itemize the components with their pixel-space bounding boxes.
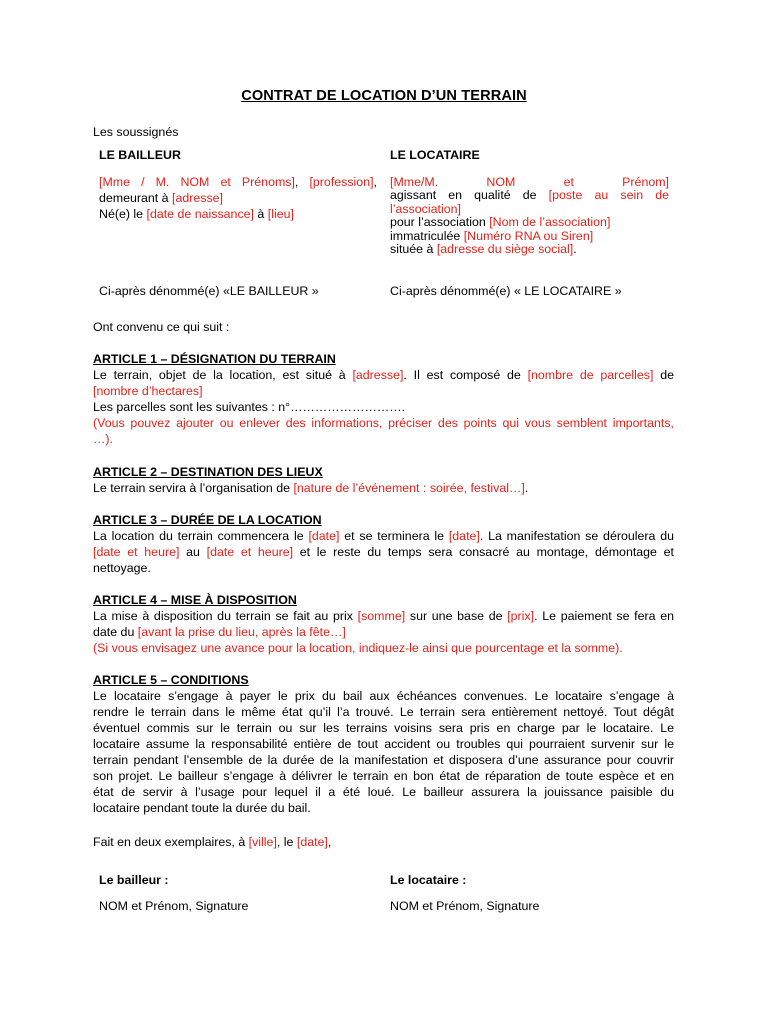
article-3-line-1: La location du terrain commencera le [date] et se terminera le [date]. La manifestation se déroulera du bbox=[93, 529, 674, 543]
bailleur-line-2: demeurant à [adresse] bbox=[99, 191, 223, 205]
locataire-signature-label: Le locataire : bbox=[390, 873, 467, 887]
locataire-line-3: l’association] bbox=[390, 201, 461, 216]
locataire-line-1: [Mme/M. NOM et Prénom] bbox=[390, 175, 669, 189]
article-1-line-4: (Vous pouvez ajouter ou enlever des informations, préciser des points qui vous semblent importants, bbox=[93, 416, 674, 430]
article-3-line-2: [date et heure] au [date et heure] et le reste du temps sera consacré au montage, démontage et bbox=[93, 545, 674, 559]
article-1-line-1: Le terrain, objet de la location, est situé à [adresse]. Il est composé de [nombre de parcelles] de bbox=[93, 368, 674, 382]
locataire-line-5: immatriculée [Numéro RNA ou Siren] bbox=[390, 228, 594, 243]
article-1-line-5: …). bbox=[93, 432, 113, 446]
article-1-line-2: [nombre d’hectares] bbox=[93, 384, 203, 398]
article-1-title: ARTICLE 1 – DÉSIGNATION DU TERRAIN bbox=[93, 352, 336, 366]
article-5-line: Le locataire s’engage à payer le prix du bail aux échéances convenues. Le locataire s’engage à bbox=[93, 689, 674, 703]
article-3-line-3: nettoyage. bbox=[93, 561, 151, 575]
bailleur-heading: LE BAILLEUR bbox=[99, 148, 181, 162]
article-5-line: locataire assume la responsabilité entière de tout accident ou troubles qui pourraient survenir sur le bbox=[93, 737, 674, 751]
article-5-line: état de servir à l’usage pour lequel il a été loué. Le bailleur assurera la jouissance paisible du bbox=[93, 785, 674, 799]
article-1 bbox=[93, 351, 674, 447]
article-5-body bbox=[93, 688, 674, 800]
locataire-heading: LE LOCATAIRE bbox=[390, 148, 480, 162]
article-5-title: ARTICLE 5 – CONDITIONS bbox=[93, 673, 249, 687]
bailleur-designation: Ci-après dénommé(e) «LE BAILLEUR » bbox=[99, 284, 319, 298]
intro-text: Les soussignés bbox=[93, 125, 179, 139]
bailleur-line-1: [Mme / M. NOM et Prénoms], [profession], bbox=[99, 175, 377, 189]
article-5-line: éventuel commis sur le terrain ou sur les terrains voisins sera pris en charge par le locataire. Le bbox=[93, 721, 674, 735]
locataire-line-2: agissant en qualité de [poste au sein de bbox=[390, 188, 669, 202]
locataire-signature-field[interactable]: NOM et Prénom, Signature bbox=[390, 899, 540, 913]
article-1-line-3: Les parcelles sont les suivantes : n°………………………. bbox=[93, 400, 406, 414]
article-5-line: terrain pendant l’ensemble de la durée de la manifestation et disposera d’une assurance pour couvrir bbox=[93, 753, 674, 767]
article-3-title: ARTICLE 3 – DURÉE DE LA LOCATION bbox=[93, 513, 322, 527]
article-4-line-2: date du [avant la prise du lieu, après la fête…] bbox=[93, 625, 346, 639]
locataire-designation: Ci-après dénommé(e) « LE LOCATAIRE » bbox=[390, 284, 622, 298]
bailleur-signature-label: Le bailleur : bbox=[99, 873, 169, 887]
article-4-line-3: (Si vous envisagez une avance pour la location, indiquez-le ainsi que pourcentage et la somme). bbox=[93, 641, 623, 655]
article-3 bbox=[93, 512, 674, 576]
article-5-line: son projet. Le bailleur s’engage à délivrer le terrain en bon état de réparation de toute espèce et en bbox=[93, 769, 674, 783]
article-2-title: ARTICLE 2 – DESTINATION DES LIEUX bbox=[93, 465, 323, 479]
bailleur-details bbox=[99, 174, 377, 222]
article-5-last-line: locataire pendant toute la durée du bail. bbox=[93, 801, 311, 815]
agreement-text: Ont convenu ce qui suit : bbox=[93, 320, 230, 334]
article-5 bbox=[93, 672, 674, 816]
closing-statement: Fait en deux exemplaires, à [ville], le [date], bbox=[93, 835, 332, 849]
article-4 bbox=[93, 592, 674, 656]
article-4-title: ARTICLE 4 – MISE À DISPOSITION bbox=[93, 593, 297, 607]
article-5-line: rendre le terrain dans le même état qu’il l’a trouvé. Le terrain sera entièrement nettoyé. Tout dégât bbox=[93, 705, 674, 719]
bailleur-line-3: Né(e) le [date de naissance] à [lieu] bbox=[99, 207, 294, 221]
locataire-line-4: pour l’association [Nom de l’association] bbox=[390, 215, 611, 230]
bailleur-signature-field[interactable]: NOM et Prénom, Signature bbox=[99, 899, 249, 913]
article-2 bbox=[93, 464, 674, 496]
locataire-line-6: située à [adresse du siège social]. bbox=[390, 242, 577, 257]
document-title: CONTRAT DE LOCATION D’UN TERRAIN bbox=[241, 88, 527, 104]
article-2-line-1: Le terrain servira à l’organisation de [nature de l’événement : soirée, festival…]. bbox=[93, 481, 529, 495]
article-4-line-1: La mise à disposition du terrain se fait au prix [somme] sur une base de [prix]. Le paiement se fera en bbox=[93, 609, 674, 623]
locataire-details-2 bbox=[390, 189, 669, 257]
